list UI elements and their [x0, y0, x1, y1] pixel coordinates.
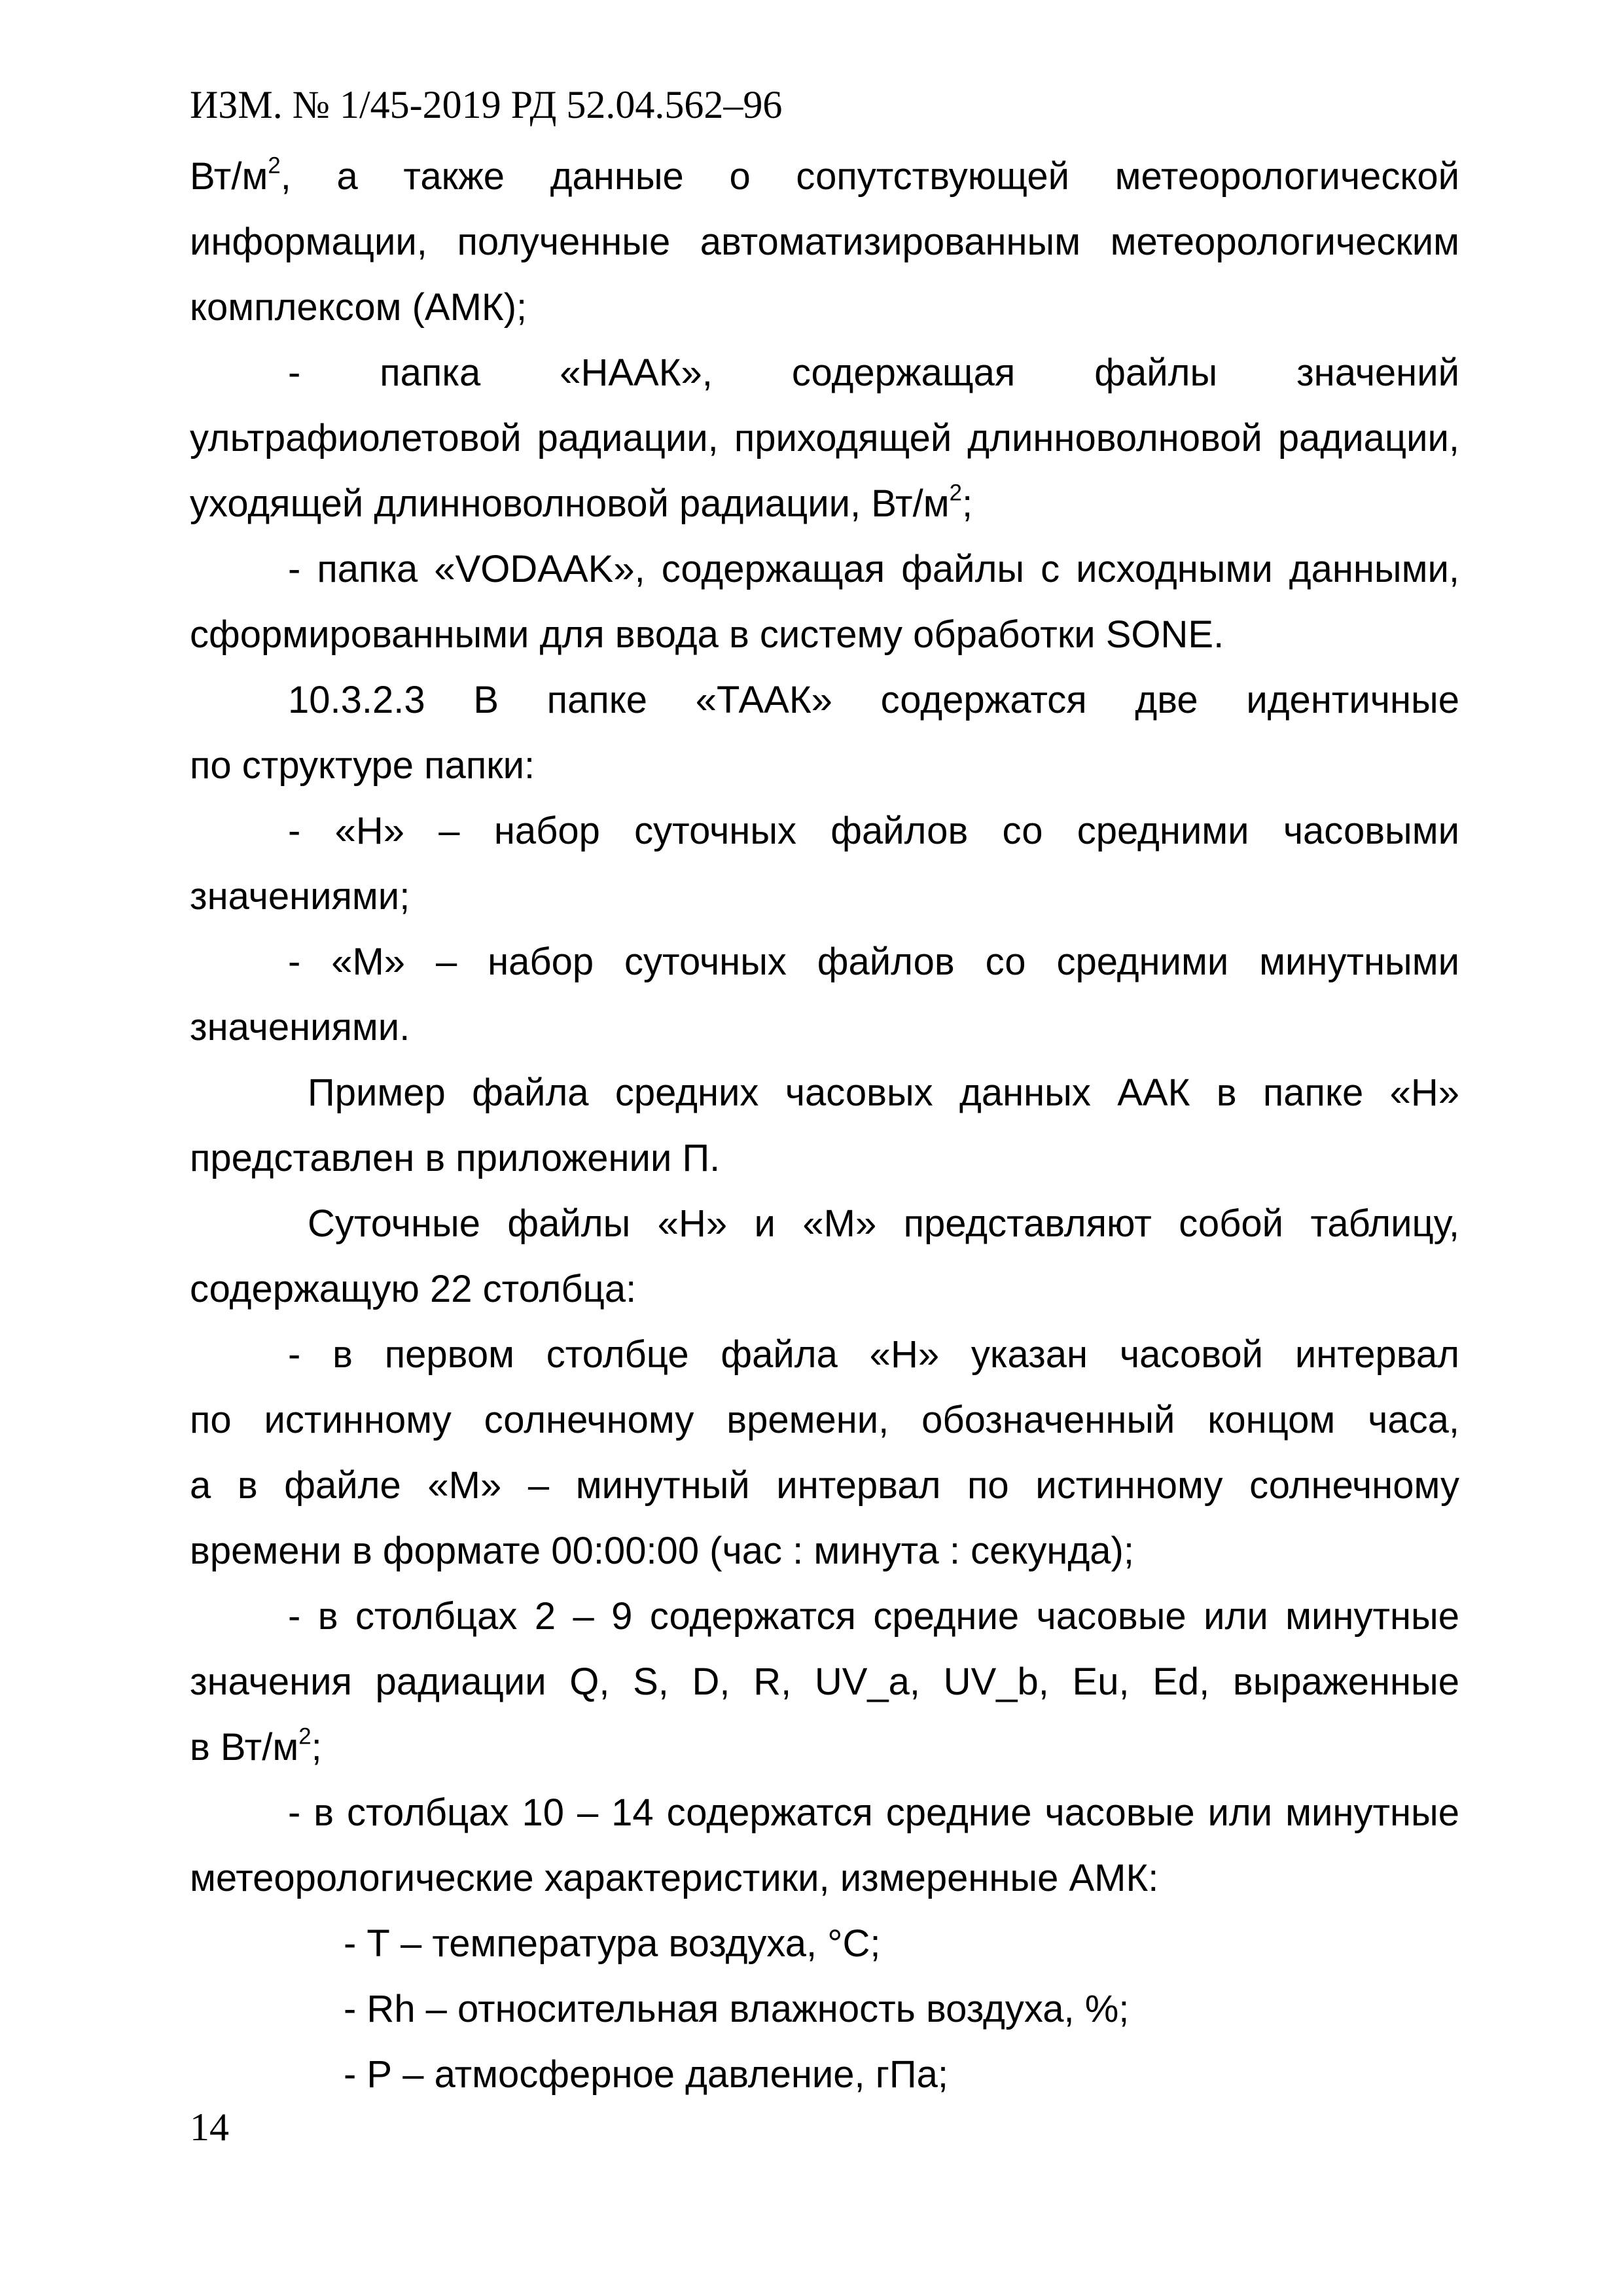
list-item: - папка «VODAAK», содержащая файлы с исходными данными, [288, 548, 1459, 590]
text-line: значениями. [190, 1006, 410, 1049]
sub-list-item: - Т – температура воздуха, °С; [344, 1922, 881, 1965]
text-line: времени в формате 00:00:00 (час : минута : секунда); [190, 1530, 1134, 1572]
text-line: уходящей длинноволновой радиации, $Вт/м^2$; [190, 480, 973, 525]
section-paragraph: 10.3.2.3 В папке «ТААК» содержатся две идентичные [288, 679, 1459, 721]
sub-list-item: - Р – атмосферное давление, гПа; [344, 2053, 948, 2096]
list-item: - в первом столбце файла «Н» указан часовой интервал [288, 1333, 1459, 1376]
text-line: метеорологические характеристики, измеренные АМК: [190, 1857, 1159, 1899]
list-item: - в столбцах 2 – 9 содержатся средние часовые или минутные [288, 1595, 1459, 1638]
page-number: 14 [190, 2106, 229, 2149]
text-line: ультрафиолетовой радиации, приходящей длинноволновой радиации, [190, 417, 1459, 459]
document-header: ИЗМ. № 1/45-2019 РД 52.04.562–96 [190, 83, 783, 126]
text-line: а в файле «М» – минутный интервал по истинному солнечному [190, 1464, 1459, 1507]
text-line: значения радиации Q, S, D, R, UV_a, UV_b, Eu, Ed, выраженные [190, 1660, 1459, 1703]
list-item: - папка «НААК», содержащая файлы значений [288, 351, 1459, 394]
text-line: информации, полученные автоматизированным метеорологическим [190, 221, 1459, 263]
text-line: сформированными для ввода в систему обработки SONE. [190, 613, 1224, 656]
text-line: в $Вт/м^2$; [190, 1723, 322, 1768]
text-line: комплексом (АМК); [190, 286, 527, 329]
paragraph: Пример файла средних часовых данных ААК в папке «Н» [308, 1071, 1459, 1114]
list-item: - в столбцах 10 – 14 содержатся средние часовые или минутные [288, 1791, 1459, 1834]
list-item: - «Н» – набор суточных файлов со средними часовыми [288, 810, 1459, 852]
paragraph: Суточные файлы «Н» и «М» представляют собой таблицу, [308, 1202, 1459, 1245]
text-line: по истинному солнечному времени, обозначенный концом часа, [190, 1399, 1459, 1441]
text-line: по структуре папки: [190, 744, 535, 787]
text-line: значениями; [190, 875, 410, 918]
list-item: - «М» – набор суточных файлов со средними минутными [288, 941, 1459, 983]
sub-list-item: - Rh – относительная влажность воздуха, %; [344, 1988, 1130, 2030]
text-line: представлен в приложении П. [190, 1137, 721, 1179]
text-line: $Вт/м^2$, а также данные о сопутствующей метеорологической [190, 152, 1459, 198]
text-line: содержащую 22 столбца: [190, 1268, 637, 1310]
